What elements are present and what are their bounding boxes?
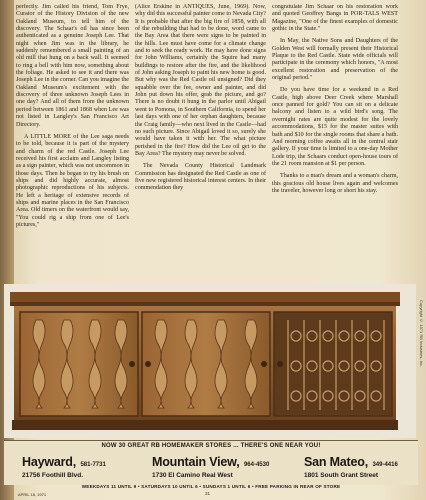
store-phone: 349-4416: [372, 462, 398, 468]
store-hayward: [22, 453, 106, 479]
store-address: 1730 El Camino Real West: [152, 472, 233, 479]
ad-copyright-credit: Copyright © 1971 RB Industries, Inc.: [419, 300, 424, 368]
paragraph: (Alice Erskine in ANTIQUES, June, 1969). Now, why did this successful painter come to Nevada City? It is probable that after the big fire of 1858, with all of the rebuilding that had to be done, word came to the Bay Area that there were signs to be painted in the hills. Lee must have come for a climate change and to seek the ready work. He may have done signs for John Williams, certainly the Squire had many buildings to restore after the fire, and the likelihood of John asking Joseph to paint his new home is good. But why was the Red Castle oil unsigned? Did they squabble over the fee, owner and painter, and did John put down his offer, grab the picture, and go? There is no doubt it hung in the parlor until Abigail went to Pomona, in Southern California, to spend her last days with one of her orphan daughters, because the Craig family—who next lived in the Castle—had no such picture. Since Abigail loved it so, surely she would have taken it with her. The what picture perished in the fire? How did the Lee oil get to the Bay Area? The mystery may never be solved.: [135, 4, 266, 157]
store-mountain-view: [152, 453, 269, 479]
article-column-2: [135, 4, 266, 282]
ad-store-banner: [4, 440, 418, 485]
store-city: Mountain View,: [152, 455, 240, 469]
store-city: Hayward,: [22, 455, 76, 469]
store-address: 1801 South Grant Street: [304, 472, 379, 479]
paragraph: Thanks to a man's dream and a woman's charm, this gracious old house lives again and welcomes the traveler, however long or short his stay.: [272, 173, 398, 194]
article-column-1: [16, 4, 129, 282]
store-address: 21756 Foothill Blvd.: [22, 472, 84, 479]
furniture-ad-photo: [4, 284, 416, 438]
store-hours: WEEKDAYS 11 UNTIL 9 • SATURDAYS 10 UNTIL 6 • SUNDAYS 1 UNTIL 6 • FREE PARKING IN REAR OF STORE: [81, 484, 341, 489]
store-san-mateo: [304, 453, 398, 479]
store-phone: 581-7731: [80, 462, 106, 468]
paragraph: perfectly. Jim called his friend, Tom Frye, Curator of the History Division of the new Oakland Museum, to tell him of the discovery. The Schaar's oil has since been authenticated as a genuine Joseph Lee. That night when Jim was in the library, he suddenly remembered a small painting of an old mill that hung on a back wall. It seemed to ring a bell with him now, something about the foliage. He asked to see it and there was Joseph Lee in the corner. Can you imagine the Oakland Museum's excitement with the discovery of three unknown Joseph Lees in one day? And all of them from the unknown period between 1861 and 1868 when Lee was not listed in Langley's San Francisco Art Directory.: [16, 4, 129, 128]
credenza-image: [8, 290, 402, 434]
store-city: San Mateo,: [304, 455, 368, 469]
article-column-3: [272, 4, 398, 282]
paragraph: Do you have time for a weekend in a Red Castle, high above Deer Creek where Marshall once panned for gold? You can sit on a delicate balcony and listen to a wild bird's song. The overnight rates are quite modest for the lovely accommodations, $15 for the master suites with bath and $10 for the single rooms that share a bath. And morning coffee awaits all in the central stair gallery. If your time is limited to a one-day Mother Lode trip, the Schaars conduct open-house tours of the 21 room mansion at $1 per person.: [272, 87, 398, 167]
store-phone: 964-4530: [243, 462, 270, 468]
paragraph: congratulate Jim Schaar on his restoration work and quoted Geoffrey Bangs in POR-TALS WEST Magazine, "One of the finest examples of domestic gothic in the State.": [272, 4, 398, 33]
paragraph: A LITTLE MORE of the Lee saga needs to be told, because it is part of the mystery and charm of the red Castle. Joseph Lee received his first acclaim and Langley listing as a sign painter, which was not uncommon in those days. Then he began to try his brush on ships and did highly accurate, almost photographic reproductions of his subjects. He left a heritage of extensive records of ships and marine places in the San Francisco Area. Old timers on the waterfront would say, "You could rig a ship from one of Lee's pictures,": [16, 133, 129, 228]
page-number: 31: [205, 491, 211, 496]
ad-tagline: NOW 30 GREAT RB HOMEMAKER STORES ... THERE'S ONE NEAR YOU!: [101, 443, 321, 449]
paragraph: In May, the Native Sons and Daughters of the Golden West will formally present their Historical Plaque to the Red Castle. State wide officials will participate in the ceremony which honors, "A most excellent restoration and preservation of the original period.": [272, 38, 398, 82]
paragraph: The Nevada County Historical Landmark Commission has designated the Red Castle as one of five new registered historical interest centers. In their commendation they: [135, 163, 266, 192]
issue-date: APRIL 18, 1971: [18, 492, 47, 497]
